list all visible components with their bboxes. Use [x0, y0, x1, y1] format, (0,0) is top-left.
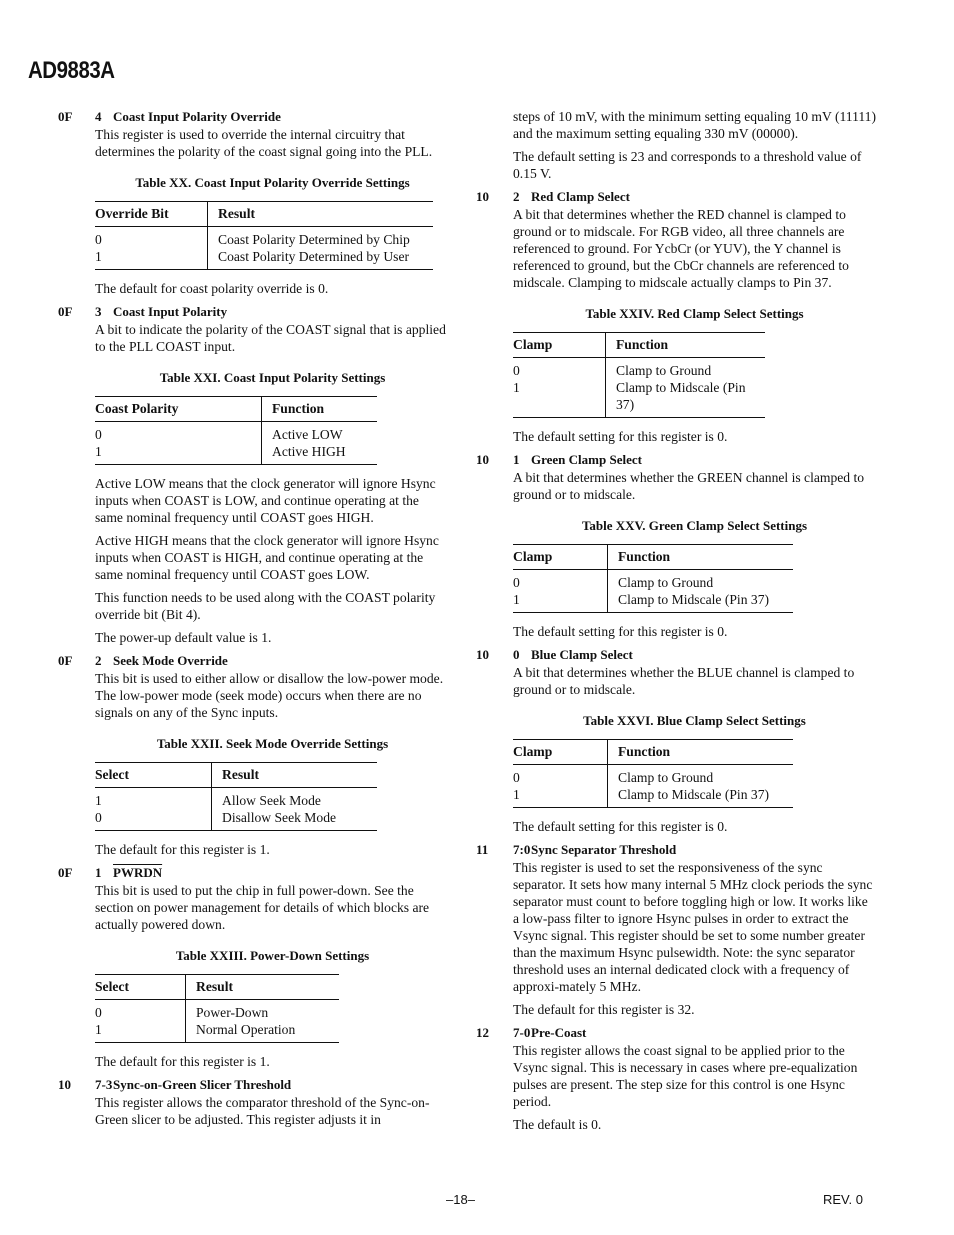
paragraph: steps of 10 mV, with the minimum setting equaling 10 mV (11111) and the maximum setting equaling 330 mV (00000). — [513, 109, 876, 141]
register-description: This register allows the comparator threshold of the Sync-on-Green slicer to be adjusted. This register adjusts it in — [95, 1095, 430, 1127]
table-header: Result — [212, 763, 378, 788]
register-seek-mode-override — [58, 652, 450, 858]
register-bits: 2 — [513, 189, 520, 204]
register-title: Blue Clamp Select — [531, 647, 633, 662]
table-cell: Clamp to Ground Clamp to Midscale (Pin 37) — [606, 358, 766, 418]
table-caption: Table XXV. Green Clamp Select Settings — [581, 518, 808, 533]
default-note: The default setting for this register is 0. — [513, 624, 728, 639]
register-address: 0F — [58, 304, 73, 319]
table-header: Clamp — [513, 545, 608, 570]
default-note: The power-up default value is 1. — [95, 630, 272, 645]
register-heading — [58, 108, 450, 126]
table-header: Select — [95, 975, 186, 1000]
register-heading — [58, 652, 450, 670]
register-heading — [58, 303, 450, 321]
paragraph: This function needs to be used along with the COAST polarity override bit (Bit 4). — [95, 590, 436, 622]
table-header: Function — [606, 333, 766, 358]
register-sog-slicer-threshold — [58, 1076, 450, 1128]
register-title: PWRDN — [113, 865, 163, 880]
table-cell: 0 1 — [513, 765, 608, 808]
register-address: 0F — [58, 865, 73, 880]
table-caption: Table XXI. Coast Input Polarity Settings — [159, 370, 386, 385]
register-address: 10 — [58, 1077, 71, 1092]
register-description: This register is used to set the responsiveness of the sync separator. It sets how many internal 5 MHz clock periods the sync separator must count to before toggling high or low. It works like a low-pass filter to ignore Hsync pulses in order to extract the Vsync signal. This register should be set to some number greater than the maximum Hsync pulsewidth. Note: the sync separator threshold uses an internal dedicated clock with a frequency of approxi-mately 5 MHz. — [513, 860, 873, 994]
settings-table — [513, 332, 765, 418]
paragraph: Active HIGH means that the clock generator will ignore Hsync inputs when COAST is HIGH, and continue operating at the same nominal frequency until COAST goes LOW. — [95, 533, 439, 582]
register-bits: 1 — [513, 452, 520, 467]
register-bits: 3 — [95, 304, 102, 319]
register-bits: 7-0 — [513, 1025, 531, 1040]
table-cell: 0 1 — [513, 570, 608, 613]
table-caption: Table XXII. Seek Mode Override Settings — [156, 736, 389, 751]
default-note: The default for this register is 32. — [513, 1002, 695, 1017]
default-note: The default setting is 23 and corresponds to a threshold value of 0.15 V. — [513, 149, 862, 181]
table-caption: Table XX. Coast Input Polarity Override Settings — [135, 175, 410, 190]
settings-table — [513, 544, 793, 613]
page-number: –18– — [446, 1192, 475, 1207]
register-description: A bit that determines whether the GREEN channel is clamped to ground or to midscale. — [513, 470, 865, 502]
paragraph: Active LOW means that the clock generator will ignore Hsync inputs when COAST is LOW, and continue operating at the same nominal frequency until COAST goes HIGH. — [95, 476, 436, 525]
revision-label: REV. 0 — [823, 1192, 863, 1207]
table-caption: Table XXVI. Blue Clamp Select Settings — [583, 713, 806, 728]
table-cell: Allow Seek Mode Disallow Seek Mode — [212, 788, 378, 831]
table-header: Function — [608, 740, 794, 765]
register-address: 10 — [476, 189, 489, 204]
register-sync-separator-threshold — [476, 841, 876, 1018]
register-green-clamp-select — [476, 451, 876, 640]
table-cell: 0 1 — [95, 227, 208, 270]
register-pre-coast — [476, 1024, 876, 1133]
register-pwrdn — [58, 864, 450, 1070]
default-note: The default for this register is 1. — [95, 1054, 270, 1069]
right-column — [476, 108, 876, 1139]
default-note: The default setting for this register is 0. — [513, 819, 728, 834]
table-cell: Clamp to Ground Clamp to Midscale (Pin 37) — [608, 570, 794, 613]
default-note: The default is 0. — [513, 1117, 602, 1132]
register-blue-clamp-select — [476, 646, 876, 835]
register-description: This register allows the coast signal to be applied prior to the Vsync signal. This is necessary in cases where pre-equalization pulses are present. The step size for this control is one Hsync period. — [513, 1043, 858, 1109]
table-header: Select — [95, 763, 212, 788]
settings-table — [95, 201, 433, 270]
register-heading — [476, 841, 876, 859]
register-title: Green Clamp Select — [531, 452, 642, 467]
register-title: Seek Mode Override — [113, 653, 228, 668]
left-column — [58, 108, 450, 1134]
table-caption: Table XXIII. Power-Down Settings — [175, 948, 370, 963]
settings-table — [95, 974, 339, 1043]
table-header: Override Bit — [95, 202, 208, 227]
register-address: 10 — [476, 452, 489, 467]
settings-table — [95, 396, 377, 465]
table-header: Clamp — [513, 740, 608, 765]
register-heading — [58, 1076, 450, 1094]
register-bits: 7-3 — [95, 1077, 113, 1092]
register-title: Pre-Coast — [531, 1025, 587, 1040]
register-title: Coast Input Polarity — [113, 304, 228, 319]
register-bits: 1 — [95, 865, 102, 880]
register-title: Red Clamp Select — [531, 189, 630, 204]
table-cell: 0 1 — [95, 1000, 186, 1043]
table-header: Function — [262, 397, 378, 422]
register-description: This bit is used to either allow or disallow the low-power mode. The low-power mode (seek mode) occurs when there are no signals on any of the Sync inputs. — [95, 671, 444, 720]
register-description: A bit that determines whether the RED channel is clamped to ground or to midscale. For RGB video, all three channels are referenced to ground. For YcbCr (or YUV), the Y channel is referenced to ground, but the CbCr channels are referenced to midscale. Clamping to midscale actually clamps to Pin 37. — [513, 207, 849, 290]
table-header: Result — [208, 202, 434, 227]
table-header: Function — [608, 545, 794, 570]
register-heading — [476, 1024, 876, 1042]
register-bits: 7:0 — [513, 842, 531, 857]
default-note: The default setting for this register is 0. — [513, 429, 728, 444]
table-header: Coast Polarity — [95, 397, 262, 422]
register-bits: 4 — [95, 109, 102, 124]
register-address: 10 — [476, 647, 489, 662]
register-bits: 2 — [95, 653, 102, 668]
register-heading — [476, 188, 876, 206]
register-heading — [476, 646, 876, 664]
table-header: Result — [186, 975, 340, 1000]
default-note: The default for this register is 1. — [95, 842, 270, 857]
register-red-clamp-select — [476, 188, 876, 445]
register-address: 11 — [476, 842, 489, 857]
table-cell: Clamp to Ground Clamp to Midscale (Pin 37) — [608, 765, 794, 808]
register-description: This bit is used to put the chip in full power-down. See the section on power management for details of which blocks are actually powered down. — [95, 883, 430, 932]
settings-table — [95, 762, 377, 831]
register-coast-input-polarity — [58, 303, 450, 646]
register-coast-polarity-override — [58, 108, 450, 297]
register-address: 0F — [58, 109, 73, 124]
settings-table — [513, 739, 793, 808]
table-header: Clamp — [513, 333, 606, 358]
register-title: Sync-on-Green Slicer Threshold — [113, 1077, 292, 1092]
register-description: A bit to indicate the polarity of the COAST signal that is applied to the PLL COAST input. — [95, 322, 446, 354]
register-address: 0F — [58, 653, 73, 668]
register-description: A bit that determines whether the BLUE channel is clamped to ground or to midscale. — [513, 665, 855, 697]
register-heading — [58, 864, 450, 882]
table-cell: 1 0 — [95, 788, 212, 831]
register-title: Sync Separator Threshold — [531, 842, 677, 857]
register-address: 12 — [476, 1025, 489, 1040]
table-cell: 0 1 — [95, 422, 262, 465]
table-cell: 0 1 — [513, 358, 606, 418]
register-bits: 0 — [513, 647, 520, 662]
register-description: This register is used to override the internal circuitry that determines the polarity of the coast signal going into the PLL. — [95, 127, 433, 159]
register-title: Coast Input Polarity Override — [113, 109, 281, 124]
register-heading — [476, 451, 876, 469]
table-caption: Table XXIV. Red Clamp Select Settings — [585, 306, 804, 321]
document-title: AD9883A — [28, 57, 115, 84]
table-cell: Power-Down Normal Operation — [186, 1000, 340, 1043]
table-cell: Active LOW Active HIGH — [262, 422, 378, 465]
default-note: The default for coast polarity override is 0. — [95, 281, 329, 296]
table-cell: Coast Polarity Determined by Chip Coast Polarity Determined by User — [208, 227, 434, 270]
